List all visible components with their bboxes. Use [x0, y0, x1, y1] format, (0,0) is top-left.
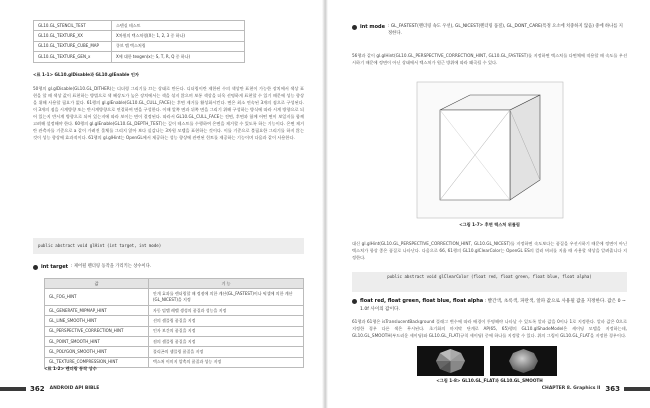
- table-cell-value: 점의 샘플링 품질을 지정: [149, 337, 304, 347]
- rgba-param-bullet: [352, 298, 627, 313]
- mode-param-term: int mode: [360, 24, 386, 30]
- table-row: [45, 337, 304, 347]
- table-row: [34, 41, 245, 51]
- table-row: [34, 31, 245, 41]
- table-cell-value: 안개 효과를 렌더링할 때 정점에 의한 계산(GL_FASTEST)이나 픽셀에 의한 계산(GL_NICEST)을 지정: [149, 289, 304, 306]
- left-paragraph: 50행의 gl.glDisable(GL10.GL_DITHER)는 디더링 그리기를 끄는 상태로 만든다. 디더링이란 제한된 수의 색상만 표현이 가능한 장치에서 색상 표현을 할 때 색상 값이 표현하는 방법으로 색 혜상도가 높은 장치에서는 색을 섞지 않으며 보통 색상을 더욱 선명하게 표현할 수 있기 때문에 성능 향상을 위해 사용할 필요가 없다. 61행의 gl.glEnable(GL10.GL_CULL_FACE)는 후면 제거를 활성화시킨다. 면은 최소 연속된 3개의 점으로 구성된다. 이 3개의 점을 시계방향 또는 반시계방향으로 연결하여 면을 구성한다. 이때 앞쪽 면과 뒤쪽 면을 그리기 위해 구성하는 방식에 따라 시계 방향으로 되어 있는지 반시계 방향으로 되어 있는지에 따라 보이는 면이 결정된다. 따라서 GL10.GL_CULL_FACE는 전면, 후면과 함께 어떤 면이 보일지를 함께 고려해 설정해야 한다. 60행의 gl.glEnable(GL10.GL_DEPTH_TEST)는 깊이 테스트를 수행하여 은면을 제거할 수 있도록 하는 기능이다. 은면 제거란 관측자를 기준으로 a 같이 가려진 물체를 그리지 않아 보다 실감나는 3차원 모델을 표현하는 것이다. 이를 기준으로 불필요한 그리기를 하지 않는 것이 성능 향상에 효과적이다. 61행의 gl.glHint는 OpenGL에서 제공하는 성능 향상에 관련된 힌트를 제공하는 기능이며 다음과 같이 사용한다.: [33, 86, 304, 141]
- hint-table: [44, 278, 304, 368]
- table-cell-value: 텍스처 이미지 압축의 품질과 성능 지정: [149, 357, 304, 367]
- hint-table-header-function: 기 능: [149, 279, 304, 289]
- table-row: [45, 347, 304, 357]
- right-page-number: 363: [605, 385, 620, 393]
- table-cell-key: GL_GENERATE_MIPMAP_HINT: [45, 305, 149, 315]
- glhint-signature: public abstract void glHint (int target, int mode): [33, 238, 304, 254]
- table-cell-key: GL_POINT_SMOOTH_HINT: [45, 337, 149, 347]
- table-cell-key: GL_FOG_HINT: [45, 289, 149, 306]
- footer-bar: [0, 387, 26, 391]
- flat-smooth-figure: [417, 346, 557, 376]
- table-cell-value: X에 대한 texgen(x는 S, T, R, Q 중 하나): [112, 52, 245, 62]
- right-paragraph-3: 61행과 61행은 isTranslucentBackground 플래그 변수에 따라 배경이 투명해야 나타날 수 있도록 알파 값을 0이나 1로 지정한다. 알파 값은 0으로 지정한 경우 다른 색은 무시된다. 초기화의 마지막 단계로 AP(65, 65)행의 GL10.glShadeModel은 셰이딩 모델을 지정하는데, GL10.GL_SMOOTH(부드러운 셰이딩)와 GL10.GL_FLAT(규칙 셰이딩) 중에 하나를 지정할 수 있다. 위의 그림이 GL10.GL_FLAT을 지정한 경우이다.: [352, 319, 627, 339]
- mode-param-desc: : GL_FASTEST(렌더링 속도 우선), GL_NICEST(렌더링 품질), GL_DONT_CARE(특정 요소에 치중하지 않음) 중에 하나를 지정한다.: [388, 24, 623, 36]
- table-row: [34, 52, 245, 62]
- rgba-param-desc: : 빨간색, 초록색, 파란색, 알파 값으로 사용될 값을 지정한다. 값은 0 ~ 1.0f 사이의 값이다.: [360, 299, 626, 312]
- texture-cube-figure: [415, 80, 565, 220]
- table-row: [45, 305, 304, 315]
- right-page: [325, 0, 650, 408]
- table-cell-key: GL10.GL_TEXTURE_CUBE_MAP: [34, 41, 112, 51]
- table-cell-key: GL10.GL_STENCIL_TEST: [34, 21, 112, 31]
- rgba-param-term: float red, float green, float blue, float alpha: [360, 298, 484, 304]
- table-cell-value: 자동 밉맵 레벨 생성의 품질과 성능을 지정: [149, 305, 304, 315]
- hint-table-wrapper: [44, 278, 304, 368]
- table-row: [45, 326, 304, 336]
- footer-bar: [624, 387, 650, 391]
- target-param-term: int target: [41, 264, 68, 270]
- table-cell-value: X차원의 텍스처링(X는 1, 2, 3 중 하나): [112, 31, 245, 41]
- left-page-number: 362: [30, 385, 45, 393]
- table-cell-key: GL10.GL_TEXTURE_XX: [34, 31, 112, 41]
- table-cell-key: GL10.GL_TEXTURE_GEN_x: [34, 52, 112, 62]
- bullet-dot-icon: [352, 25, 357, 30]
- glclearcolor-signature: public abstract void glClearColor (float red, float green, float blue, float alpha): [352, 272, 627, 292]
- target-param-bullet: [33, 264, 304, 272]
- right-paragraph-1: 56행과 같이 gl.glHint(GL10.GL_PERSPECTIVE_CORRECTION_HINT, GL10.GL_FASTEST)를 지정하면 텍스처를 다면체에 적용할 때 속도를 우선시하기 때문에 정면이 아닌 상태에서 텍스처가 원근 방위에 따라 왜곡될 수 있다.: [352, 53, 627, 66]
- table-cell-key: GL_POLYGON_SMOOTH_HINT: [45, 347, 149, 357]
- hint-table-caption: <표 1-2> 렌더링 동작 상수: [44, 366, 97, 371]
- figure-1-7-caption: <그림 1-7> 후면 텍스처 위틀림: [459, 222, 520, 227]
- table-row: [34, 21, 245, 31]
- table-cell-value: 큐브 맵 텍스처링: [112, 41, 245, 51]
- target-param-desc: : 제어될 렌더링 동작을 가리키는 상수이다.: [71, 264, 152, 269]
- right-paragraph-2: 대신 gl.glHint(GL10.GL_PERSPECTIVE_CORRECTION_HINT, GL10.GL_NICEST)를 지정하면 속도보다는 품질을 우선시하기 때문에 정면이 아닌 텍스처가 항상 좋은 품질로 나타난다. 다음으로 66, 61행의 GL10.glClearColor는 OpenGL ES의 컬러 버퍼를 지울 때 사용할 색상을 알려줍니다 지정한다.: [352, 241, 627, 261]
- right-running-title: CHAPTER 8. Graphics II: [541, 385, 601, 391]
- bullet-dot-icon: [33, 265, 38, 270]
- bullet-dot-icon: [352, 299, 357, 304]
- figure-1-8-caption: <그림 1-8> GL10.GL_FLAT과 GL10.GL_SMOOTH: [436, 378, 543, 383]
- right-footer: [325, 384, 650, 395]
- top-table-wrapper: [33, 20, 245, 63]
- table-cell-key: GL_TEXTURE_COMPRESSION_HINT: [45, 357, 149, 367]
- table-cell-key: GL_LINE_SMOOTH_HINT: [45, 316, 149, 326]
- table-cell-value: 스텐실 테스트: [112, 21, 245, 31]
- hint-table-header-value: 값: [45, 279, 149, 289]
- flat-shading-image: [417, 346, 484, 376]
- table-row: [45, 289, 304, 306]
- enable-args-table: [33, 20, 245, 63]
- book-gutter: [322, 0, 328, 408]
- table-cell-value: 인자 보간의 품질을 지정: [149, 326, 304, 336]
- left-footer: [0, 384, 325, 395]
- left-running-title: ANDROID API BIBLE: [49, 385, 100, 391]
- table-cell-value: 선의 샘플링 품질을 지정: [149, 316, 304, 326]
- table-row: [45, 316, 304, 326]
- mode-param-bullet: [352, 24, 627, 37]
- top-table-caption: <표 1-1> GL10.glDisable과 GL10.glEnable 인자: [33, 72, 139, 77]
- smooth-shading-image: [490, 346, 557, 376]
- table-cell-key: GL_PERSPECTIVE_CORRECTION_HINT: [45, 326, 149, 336]
- table-cell-value: 폴리곤의 샘플링 품질을 지정: [149, 347, 304, 357]
